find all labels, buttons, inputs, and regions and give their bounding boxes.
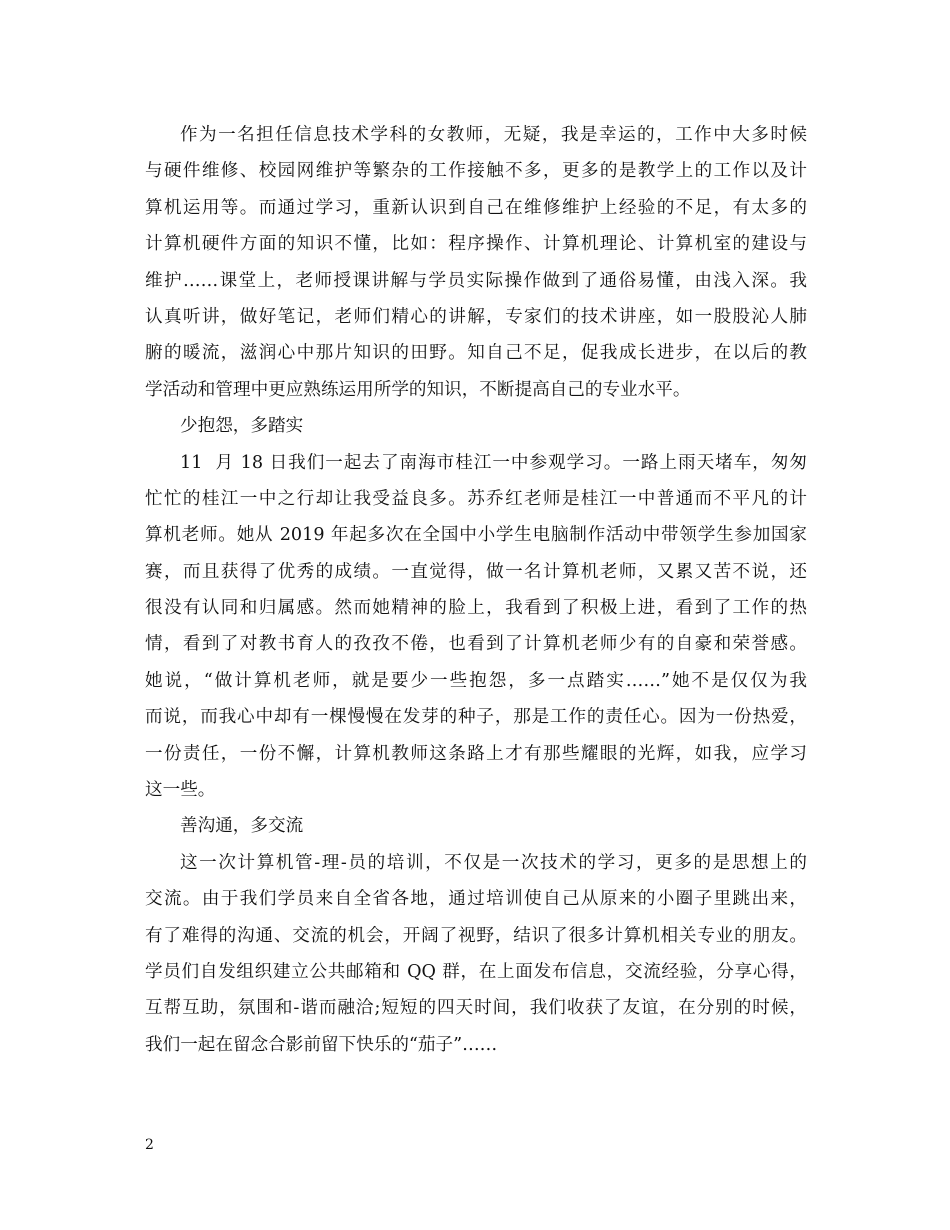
text-line: 维护……课堂上，老师授课讲解与学员实际操作做到了通俗易懂，由浅入深。我 [145, 270, 807, 291]
text-line: 腑的暖流，滋润心中那片知识的田野。知自己不足，促我成长进步，在以后的教 [145, 343, 807, 364]
section-heading: 善沟通，多交流 [180, 816, 304, 837]
text-line: 一份责任，一份不懈，计算机教师这条路上才有那些耀眼的光辉，如我，应学习 [145, 743, 807, 764]
page-number: 2 [145, 1137, 154, 1153]
text-line: 交流。由于我们学员来自全省各地，通过培训使自己从原来的小圈子里跳出来， [145, 889, 807, 910]
text-line: 学员们自发组织建立公共邮箱和 QQ 群，在上面发布信息，交流经验，分享心得， [145, 961, 807, 982]
text-line: 算机运用等。而通过学习，重新认识到自己在维修维护上经验的不足，有太多的 [145, 197, 807, 218]
text-line: 作为一名担任信息技术学科的女教师，无疑，我是幸运的，工作中大多时候 [180, 125, 807, 145]
text-line: 认真听讲，做好笔记，老师们精心的讲解，专家们的技术讲座，如一股股沁人肺 [145, 306, 807, 327]
text-line: 算机老师。她从 2019 年起多次在全国中小学生电脑制作活动中带领学生参加国家 [145, 525, 807, 546]
text-line: 我们一起在留念合影前留下快乐的“茄子”…… [145, 1034, 498, 1055]
text-line: 与硬件维修、校园网维护等繁杂的工作接触不多，更多的是教学上的工作以及计 [145, 161, 807, 182]
text-line: 而说，而我心中却有一棵慢慢在发芽的种子，那是工作的责任心。因为一份热爱， [145, 707, 807, 728]
text-line: 11 月 18 日我们一起去了南海市桂江一中参观学习。一路上雨天堵车，匆匆 [180, 452, 807, 473]
text-line: 情，看到了对教书育人的孜孜不倦，也看到了计算机老师少有的自豪和荣誉感。 [145, 634, 807, 655]
text-line: 这一些。 [145, 780, 216, 801]
text-line: 这一次计算机管-理-员的培训，不仅是一次技术的学习，更多的是思想上的 [180, 852, 807, 873]
body-text [145, 117, 807, 1063]
text-line: 她说，“做计算机老师，就是要少一些抱怨，多一点踏实……”她不是仅仅为我 [145, 670, 807, 691]
text-line: 互帮互助，氛围和-谐而融洽;短短的四天时间，我们收获了友谊，在分别的时候， [145, 998, 807, 1019]
section-heading: 少抱怨，多踏实 [180, 416, 304, 437]
text-line: 计算机硬件方面的知识不懂，比如：程序操作、计算机理论、计算机室的建设与 [145, 234, 807, 255]
text-line: 忙忙的桂江一中之行却让我受益良多。苏乔红老师是桂江一中普通而不平凡的计 [145, 488, 807, 509]
text-line: 很没有认同和归属感。然而她精神的脸上，我看到了积极上进，看到了工作的热 [145, 598, 807, 619]
text-line: 有了难得的沟通、交流的机会，开阔了视野，结识了很多计算机相关专业的朋友。 [145, 925, 807, 946]
text-line: 学活动和管理中更应熟练运用所学的知识，不断提高自己的专业水平。 [145, 379, 691, 400]
text-line: 赛，而且获得了优秀的成绩。一直觉得，做一名计算机老师，又累又苦不说，还 [145, 561, 807, 582]
